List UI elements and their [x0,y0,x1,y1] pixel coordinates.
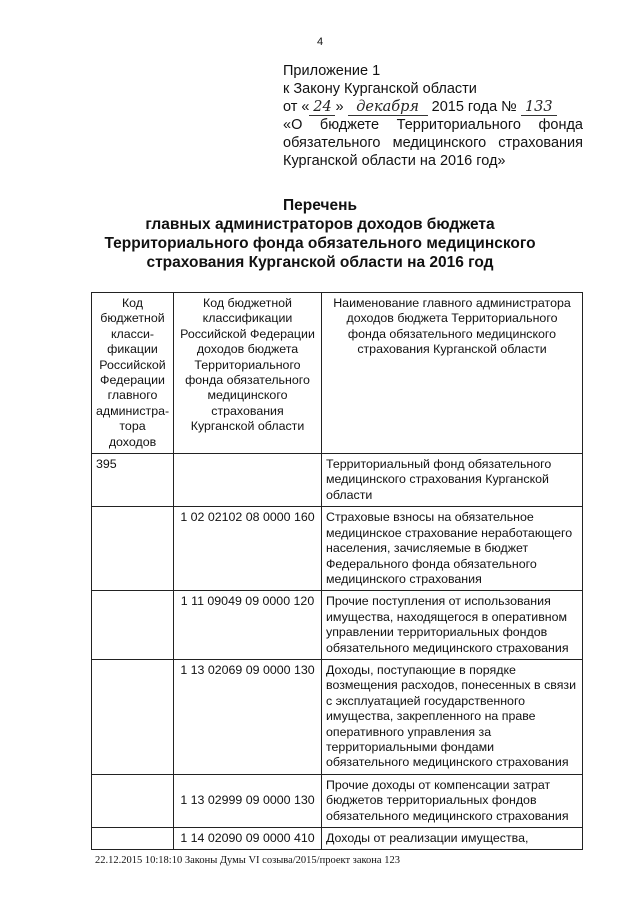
cell-admin-code [92,591,174,660]
cell-admin-code [92,659,174,774]
appendix-date-line [283,98,583,116]
cell-admin-code [92,507,174,591]
appendix-title: Приложение 1 [283,63,381,79]
header-admin-code: Код бюджетной класси-фикации Российской Федерации главного администра-тора доходов [92,293,174,454]
cell-name: Доходы, поступающие в порядке возмещения расходов, понесенных в связи с эксплуатацией государственного имущества, закрепленного на праве оперативного управления за территориальными фондами обязательного медицинского страхования [322,659,583,774]
page-number: 4 [316,36,324,48]
title-line2: главных администраторов доходов бюджета [145,216,495,233]
header-income-code: Код бюджетной классификации Российской Федерации доходов бюджета Территориального фонда обязательного медицинского страхования Курганской области [174,293,322,454]
appendix-law-ref: к Закону Курганской области [283,81,477,97]
cell-income-code: 1 13 02999 09 0000 130 [174,774,322,827]
administrators-table [91,292,583,850]
handwritten-law-number: 133 [521,99,557,116]
date-mid: » [335,99,344,115]
table-row [92,828,583,850]
date-prefix: от « [283,99,310,115]
document-title [60,196,580,272]
table-header-row [92,293,583,454]
cell-name: Территориальный фонд обязательного медицинского страхования Курганской области [322,454,583,507]
cell-income-code: 1 14 02090 09 0000 410 [174,828,322,850]
appendix-subject-line1: «О бюджете Территориального фонда [283,117,583,133]
cell-name: Прочие поступления от использования имущества, находящегося в оперативном управлении территориальных фондов обязательного медицинского страхования [322,591,583,660]
appendix-subject-line3: Курганской области на 2016 год» [283,153,506,169]
cell-income-code [174,454,322,507]
header-admin-name: Наименование главного администратора доходов бюджета Территориального фонда обязательного медицинского страхования Курганской области [322,293,583,454]
cell-admin-code: 395 [92,454,174,507]
date-year: 2015 года № [431,99,517,115]
table-row [92,591,583,660]
cell-income-code: 1 13 02069 09 0000 130 [174,659,322,774]
title-line3: Территориального фонда обязательного медицинского [104,235,536,252]
title-line4: страхования Курганской области на 2016 год [146,254,494,271]
table-row [92,659,583,774]
footer-file-path: 22.12.2015 10:18:10 Законы Думы VI созыва/2015/проект закона 123 [95,855,400,866]
table-row [92,454,583,507]
cell-income-code: 1 02 02102 08 0000 160 [174,507,322,591]
cell-admin-code [92,828,174,850]
table-row [92,774,583,827]
cell-name: Доходы от реализации имущества, [322,828,583,850]
appendix-header [283,62,583,170]
handwritten-month: декабря [348,99,428,116]
table-row [92,507,583,591]
cell-name: Страховые взносы на обязательное медицинское страхование неработающего населения, зачисляемые в бюджет Федерального фонда обязательного медицинского страхования [322,507,583,591]
cell-admin-code [92,774,174,827]
cell-name: Прочие доходы от компенсации затрат бюджетов территориальных фондов обязательного медицинского страхования [322,774,583,827]
appendix-subject-line2: обязательного медицинского страхования [283,135,583,151]
title-line1: Перечень [283,197,357,214]
cell-income-code: 1 11 09049 09 0000 120 [174,591,322,660]
handwritten-day: 24 [309,99,335,116]
